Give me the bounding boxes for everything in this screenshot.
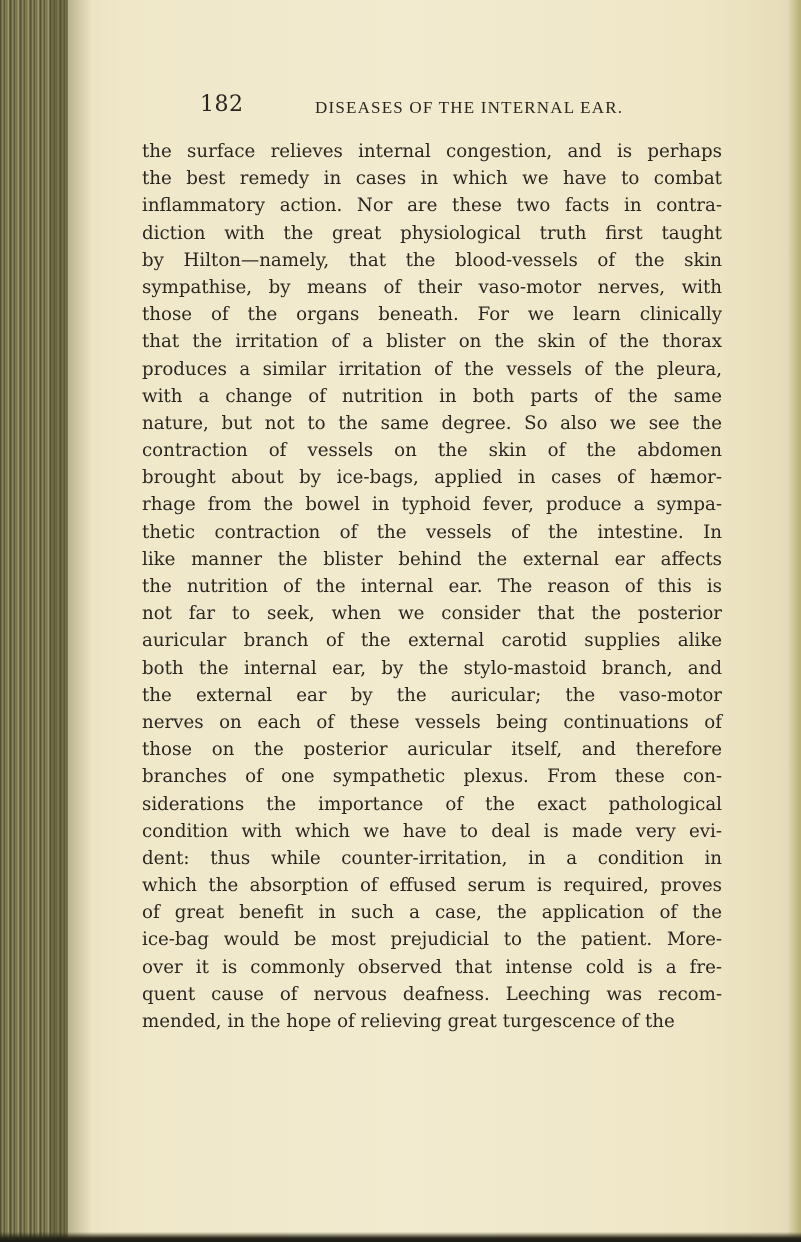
text-line: the nutrition of the internal ear. The reason of this is: [142, 576, 722, 597]
text-line: the external ear by the auricular; the vaso-motor: [142, 684, 722, 706]
text-line: brought about by ice-bags, applied in cases of hæmor-: [142, 467, 722, 489]
text-line: not far to seek, when we consider that the posterior: [142, 603, 722, 625]
text-line: dent: thus while counter-irritation, in a condition in: [142, 847, 722, 869]
text-line: both the internal ear, by the stylo-mastoid branch, and: [142, 657, 722, 679]
text-line: contraction of vessels on the skin of the abdomen: [142, 440, 722, 462]
text-line: rhage from the bowel in typhoid fever, produce a sympa-: [142, 494, 722, 516]
page-bottom-edge: [0, 1232, 801, 1242]
text-line: auricular branch of the external carotid supplies alike: [142, 630, 722, 652]
page-header: [200, 92, 660, 126]
text-line: thetic contraction of the vessels of the intestine. In: [142, 521, 722, 543]
text-line: like manner the blister behind the external ear affects: [142, 548, 722, 570]
text-line: produces a similar irritation of the vessels of the pleura,: [142, 358, 722, 380]
text-line: ice-bag would be most prejudicial to the patient. More-: [142, 929, 722, 951]
text-line: mended, in the hope of relieving great turgescence of the: [142, 1011, 675, 1032]
text-line: over it is commonly observed that intense cold is a fre-: [142, 956, 722, 978]
page-number: 182: [200, 92, 244, 117]
text-line: quent cause of nervous deafness. Leeching was recom-: [142, 983, 722, 1005]
text-line: of great benefit in such a case, the application of the: [142, 902, 722, 924]
text-line: nerves on each of these vessels being continuations of: [142, 711, 722, 733]
text-line: those of the organs beneath. For we learn clinically: [142, 304, 722, 326]
text-line: condition with which we have to deal is made very evi-: [142, 820, 722, 842]
text-line: nature, but not to the same degree. So also we see the: [142, 412, 722, 434]
text-line: branches of one sympathetic plexus. From these con-: [142, 766, 722, 788]
binding-shadow: [52, 0, 92, 1242]
body-text: [142, 138, 722, 1035]
text-line: sympathise, by means of their vaso-motor nerves, with: [142, 276, 722, 298]
page-right-edge: [787, 0, 801, 1242]
text-line: that the irritation of a blister on the skin of the thorax: [142, 331, 722, 353]
text-line: those on the posterior auricular itself, and therefore: [142, 739, 722, 761]
text-line: which the absorption of effused serum is required, proves: [142, 875, 722, 897]
text-line: the surface relieves internal congestion, and is perhaps: [142, 141, 722, 162]
text-line: diction with the great physiological truth first taught: [142, 222, 722, 244]
text-line: with a change of nutrition in both parts of the same: [142, 385, 722, 407]
text-line: by Hilton—namely, that the blood-vessels of the skin: [142, 249, 722, 271]
running-head: DISEASES OF THE INTERNAL EAR.: [315, 98, 624, 117]
text-line: the best remedy in cases in which we have to combat: [142, 168, 722, 190]
text-line: inflammatory action. Nor are these two facts in contra-: [142, 195, 722, 217]
text-line: siderations the importance of the exact pathological: [142, 793, 722, 815]
